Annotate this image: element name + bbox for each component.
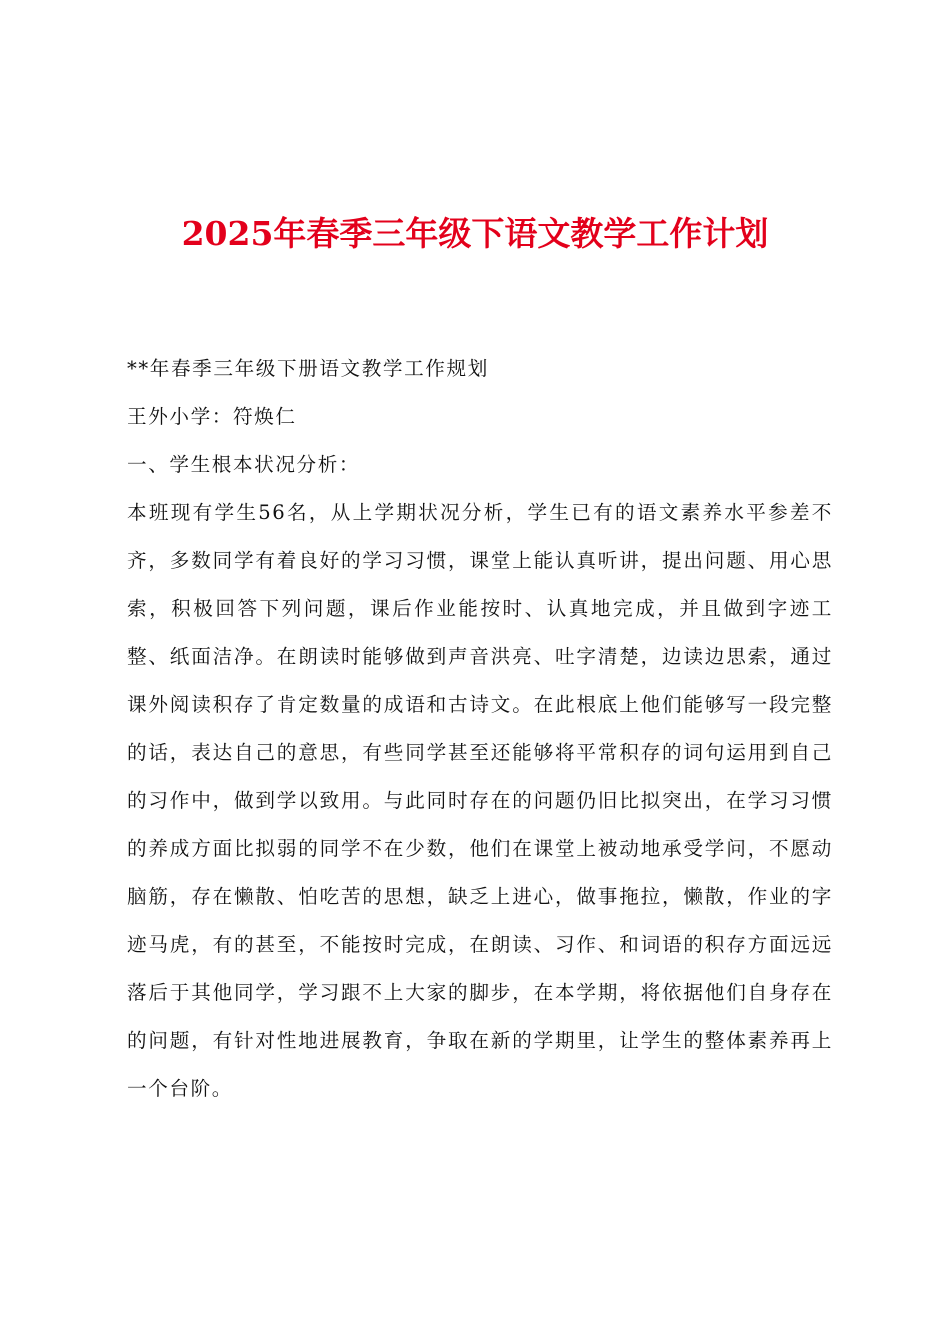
plan-heading-line: **年春季三年级下册语文教学工作规划 bbox=[127, 357, 489, 380]
document-body bbox=[127, 345, 833, 1113]
author-line: 王外小学：符焕仁 bbox=[127, 405, 297, 428]
body-paragraph: 本班现有学生56名，从上学期状况分析，学生已有的语文素养水平参差不齐，多数同学有着良好的学习习惯，课堂上能认真听讲，提出问题、用心思索，积极回答下列问题，课后作业能按时、认真地完成，并且做到字迹工整、纸面洁净。在朗读时能够做到声音洪亮、吐字清楚，边读边思索，通过课外阅读积存了肯定数量的成语和古诗文。在此根底上他们能够写一段完整的话，表达自己的意思，有些同学甚至还能够将平常积存的词句运用到自己的习作中，做到学以致用。与此同时存在的问题仍旧比拟突出，在学习习惯的养成方面比拟弱的同学不在少数，他们在课堂上被动地承受学问，不愿动脑筋，存在懒散、怕吃苦的思想，缺乏上进心，做事拖拉，懒散，作业的字迹马虎，有的甚至，不能按时完成，在朗读、习作、和词语的积存方面远远落后于其他同学，学习跟不上大家的脚步，在本学期，将依据他们自身存在的问题，有针对性地进展教育，争取在新的学期里，让学生的整体素养再上一个台阶。 bbox=[127, 501, 833, 1100]
document-title: 2025年春季三年级下语文教学工作计划 bbox=[181, 214, 769, 253]
section-heading: 一、学生根本状况分析： bbox=[127, 453, 361, 476]
